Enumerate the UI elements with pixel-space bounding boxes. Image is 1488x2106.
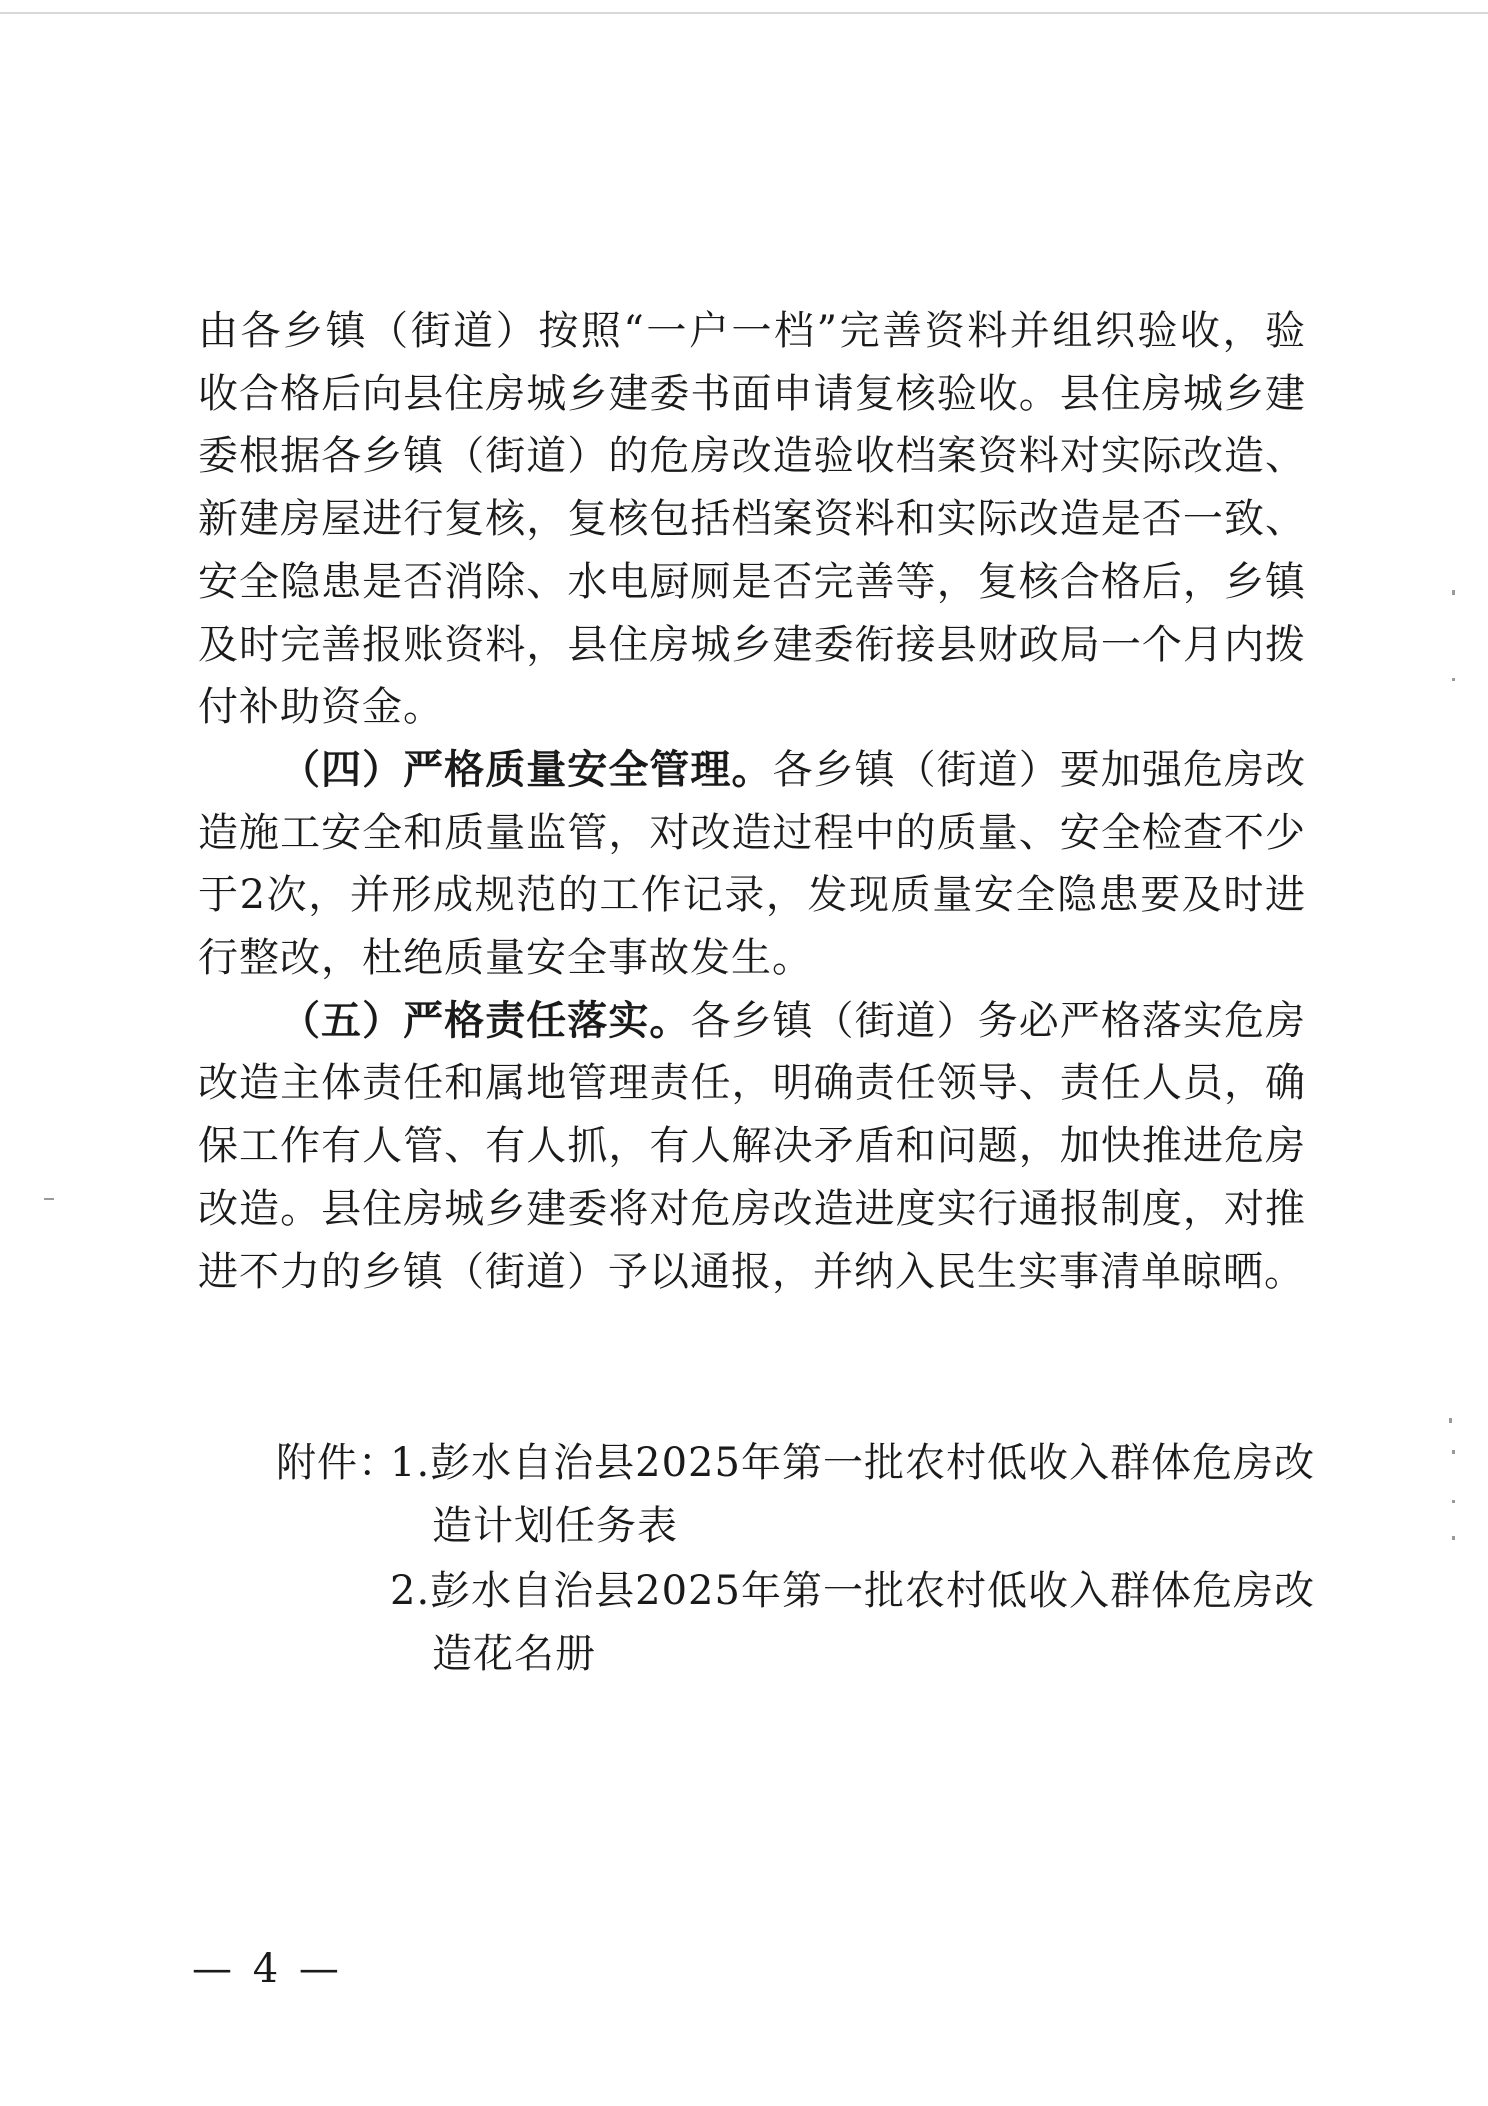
- attachment-item-title-cont: 造计划任务表: [432, 1502, 678, 1549]
- attachment-item-title: 2.彭水自治县2025年第一批农村低收入群体危房改: [390, 1568, 1315, 1615]
- paragraph-responsibility-text: 各乡镇（街道）务必严格落实危房改造主体责任和属地管理责任，明确责任领导、责任人员，确保工作有人管、有人抓，有人解决矛盾和问题，加快推进危房改造。县住房城乡建委将对危房改造进度实行通报制度，对推进不力的乡镇（街道）予以通报，并纳入民生实事清单晾晒。: [198, 997, 1307, 1295]
- paragraph-acceptance-text: 由各乡镇（街道）按照“一户一档”完善资料并组织验收，验收合格后向县住房城乡建委书面申请复核验收。县住房城乡建委根据各乡镇（街道）的危房改造验收档案资料对实际改造、新建房屋进行复核，复核包括档案资料和实际改造是否一致、安全隐患是否消除、水电厨厕是否完善等，复核合格后，乡镇及时完善报账资料，县住房城乡建委衔接县财政局一个月内拨付补助资金。: [198, 308, 1306, 731]
- page-top-edge: [0, 12, 1488, 14]
- scan-speck: [1452, 1450, 1455, 1454]
- paragraph-quality-safety: [198, 739, 1306, 990]
- section-heading-quality-safety: （四）严格质量安全管理。: [280, 745, 773, 793]
- paragraph-responsibility: [198, 990, 1306, 1304]
- attachment-item-title: 1.彭水自治县2025年第一批农村低收入群体危房改: [390, 1440, 1315, 1486]
- scan-speck: [1452, 1500, 1455, 1503]
- scan-speck: [44, 1198, 54, 1200]
- scan-speck: [1449, 1418, 1452, 1423]
- attachments-label: 附件：: [276, 1440, 399, 1486]
- scan-speck: [1452, 590, 1455, 595]
- scan-speck: [1452, 1536, 1455, 1540]
- page-number: — 4 —: [192, 1946, 343, 1992]
- scan-speck: [1452, 678, 1455, 681]
- attachments-block: [276, 1432, 1315, 1689]
- attachment-item: [390, 1560, 1315, 1685]
- attachment-item: [390, 1432, 1315, 1557]
- paragraph-acceptance: [198, 300, 1306, 739]
- document-body: [198, 300, 1306, 1303]
- attachment-item-title-cont: 造花名册: [432, 1631, 596, 1678]
- section-heading-responsibility: （五）严格责任落实。: [280, 996, 691, 1044]
- paragraph-quality-safety-text: 各乡镇（街道）要加强危房改造施工安全和质量监管，对改造过程中的质量、安全检查不少于2次，并形成规范的工作记录，发现质量安全隐患要及时进行整改，杜绝质量安全事故发生。: [198, 746, 1306, 982]
